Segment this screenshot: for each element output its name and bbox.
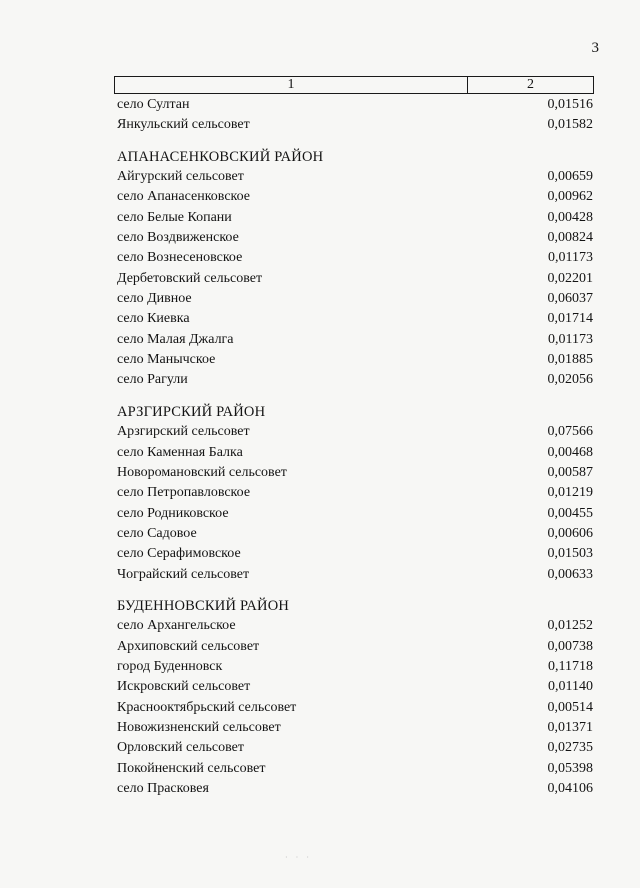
locality-name: Покойненский сельсовет <box>117 760 266 776</box>
locality-name: село Малая Джалга <box>117 331 234 347</box>
coefficient-value: 0,01140 <box>548 679 593 695</box>
table-row <box>117 698 593 718</box>
table-row <box>117 370 593 390</box>
coefficient-value: 0,01582 <box>547 117 593 133</box>
table-row <box>117 637 593 657</box>
table-header <box>114 76 594 94</box>
table-row <box>117 208 593 228</box>
locality-name: село Султан <box>117 97 190 112</box>
coefficient-value: 0,00633 <box>547 566 593 582</box>
locality-name: Новоромановский сельсовет <box>117 464 287 480</box>
scan-artifact: · · · <box>285 853 312 862</box>
coefficient-value: 0,07566 <box>547 424 593 440</box>
locality-name: Янкульский сельсовет <box>117 117 250 133</box>
coefficient-value: 0,00606 <box>547 525 593 541</box>
coefficient-value: 0,01885 <box>547 352 593 368</box>
locality-name: село Апанасенковское <box>117 189 251 205</box>
table-row <box>117 95 593 115</box>
locality-name: Дербетовский сельсовет <box>117 270 263 286</box>
table-row <box>117 544 593 564</box>
locality-name: Архиповский сельсовет <box>117 638 260 654</box>
locality-name: Краснооктябрьский сельсовет <box>117 699 297 715</box>
coefficient-value: 0,00428 <box>547 209 593 225</box>
table-row <box>117 269 593 289</box>
coefficient-value: 0,00468 <box>547 444 593 460</box>
coefficient-value: 0,00587 <box>547 464 593 480</box>
table-row <box>117 330 593 350</box>
locality-name: село Воздвиженское <box>117 230 239 246</box>
coefficient-value: 0,01371 <box>547 719 593 735</box>
locality-name: село Рагули <box>117 372 188 388</box>
table-row <box>117 718 593 738</box>
locality-name: село Дивное <box>117 291 192 307</box>
table-row <box>117 565 593 585</box>
coefficient-value: 0,00824 <box>547 230 593 246</box>
table-row <box>117 289 593 309</box>
coefficient-value: 0,00962 <box>547 189 593 205</box>
table-row <box>117 677 593 697</box>
coefficient-value: 0,00514 <box>547 699 593 715</box>
table-row <box>117 463 593 483</box>
column-header-2: 2 <box>527 77 534 92</box>
locality-name: город Буденновск <box>117 658 223 674</box>
table-row <box>117 524 593 544</box>
locality-name: Орловский сельсовет <box>117 740 244 756</box>
table-row <box>117 309 593 329</box>
coefficient-value: 0,02735 <box>547 740 593 756</box>
table-row <box>117 657 593 677</box>
table-row <box>117 115 593 135</box>
coefficient-value: 0,01503 <box>547 546 593 562</box>
table-row <box>117 422 593 442</box>
page-number: 3 <box>591 40 599 56</box>
table-body <box>117 95 593 799</box>
district-heading: АПАНАСЕНКОВСКИЙ РАЙОН <box>117 148 324 165</box>
coefficient-value: 0,01714 <box>547 311 593 327</box>
coefficient-value: 0,01173 <box>548 250 593 266</box>
locality-name: Новожизненский сельсовет <box>117 719 281 735</box>
locality-name: Арзгирский сельсовет <box>117 424 250 440</box>
locality-name: Чограйский сельсовет <box>117 566 250 582</box>
locality-name: Искровский сельсовет <box>117 679 251 695</box>
locality-name: село Серафимовское <box>117 546 241 562</box>
table-row <box>117 248 593 268</box>
district-heading: АРЗГИРСКИЙ РАЙОН <box>117 403 266 420</box>
table-row <box>117 738 593 758</box>
table-row <box>117 616 593 636</box>
column-header-1: 1 <box>115 77 468 93</box>
coefficient-value: 0,05398 <box>547 760 593 776</box>
locality-name: село Каменная Балка <box>117 444 243 460</box>
coefficient-value: 0,00659 <box>547 169 593 185</box>
locality-name: село Белые Копани <box>117 209 232 225</box>
district-heading: БУДЕННОВСКИЙ РАЙОН <box>117 597 290 614</box>
coefficient-value: 0,06037 <box>547 291 593 307</box>
locality-name: село Родниковское <box>117 505 229 521</box>
locality-name: село Вознесеновское <box>117 250 243 266</box>
coefficient-value: 0,01173 <box>548 331 593 347</box>
coefficient-value: 0,01252 <box>547 618 593 634</box>
table-row <box>117 167 593 187</box>
coefficient-value: 0,11718 <box>548 658 593 674</box>
locality-name: село Прасковея <box>117 781 209 796</box>
coefficient-value: 0,00455 <box>547 505 593 521</box>
coefficient-value: 0,01516 <box>547 97 593 112</box>
table-row <box>117 187 593 207</box>
locality-name: село Петропавловское <box>117 485 251 501</box>
locality-name: село Архангельское <box>117 618 236 634</box>
table-row <box>117 779 593 799</box>
table-row <box>117 350 593 370</box>
coefficient-value: 0,00738 <box>547 638 593 654</box>
coefficient-value: 0,02201 <box>547 270 593 286</box>
table-row <box>117 443 593 463</box>
table-row <box>117 228 593 248</box>
coefficient-value: 0,02056 <box>547 372 593 388</box>
locality-name: село Садовое <box>117 525 197 541</box>
coefficient-value: 0,04106 <box>547 781 593 796</box>
table-row <box>117 504 593 524</box>
table-row <box>117 483 593 503</box>
locality-name: Айгурский сельсовет <box>117 169 244 185</box>
locality-name: село Манычское <box>117 352 216 368</box>
coefficient-value: 0,01219 <box>547 485 593 501</box>
table-row <box>117 759 593 779</box>
locality-name: село Киевка <box>117 311 190 327</box>
